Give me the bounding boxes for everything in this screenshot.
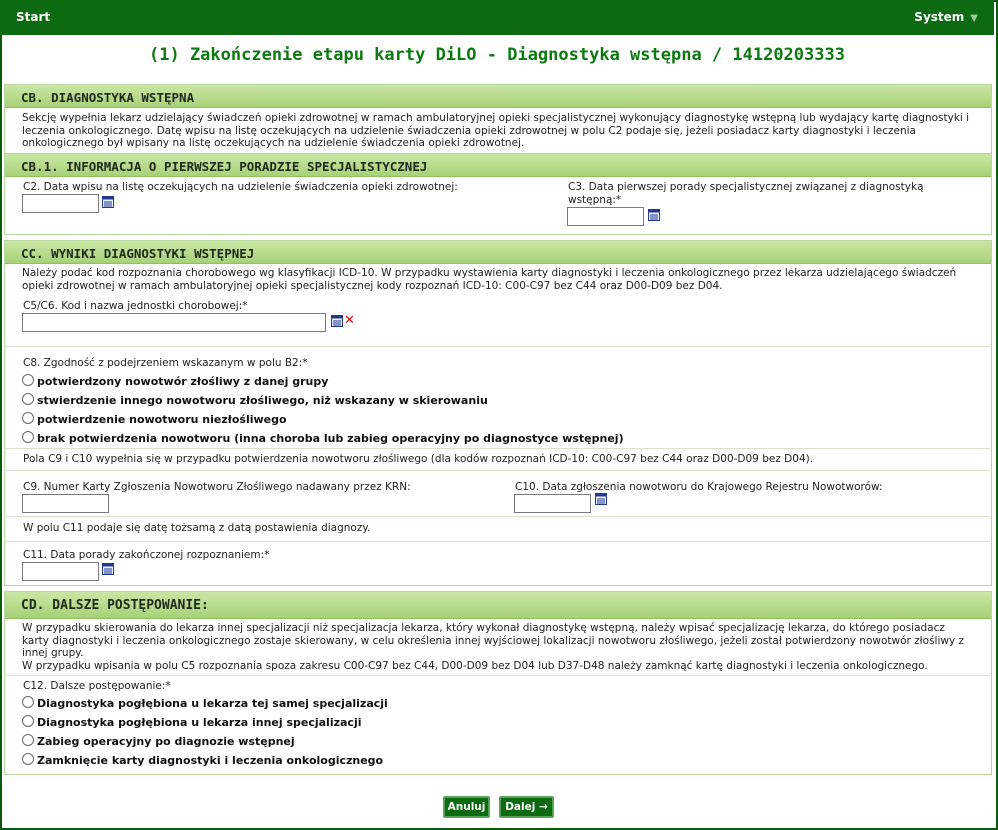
- menu-system[interactable]: [914, 10, 978, 24]
- radio-icon[interactable]: [22, 734, 34, 746]
- page-title: (1) Zakończenie etapu karty DiLO - Diagnostyka wstępna / 14120203333: [149, 45, 845, 65]
- radio-icon[interactable]: [22, 374, 34, 386]
- c12-option-4-label: Zamknięcie karty diagnostyki i leczenia onkologicznego: [37, 754, 384, 767]
- section-cc-description: Należy podać kod rozpoznania chorobowego wg klasyfikacji ICD-10. W przypadku wystawienia karty diagnostyki i leczenia onkologicznego przez lekarza udzielającego świadczeń opieki zdrowotnej w ramach ambulatoryjnej opieki specjalistycznej kody rozpoznań ICD-10: C00-C97 bez C44 oraz D00-D09 bez D04.: [22, 267, 957, 292]
- calendar-icon[interactable]: [102, 196, 114, 208]
- c12-option-3[interactable]: [22, 734, 295, 748]
- chevron-down-icon: ▼: [970, 13, 978, 24]
- c12-option-4[interactable]: [22, 753, 383, 767]
- c11-label: C11. Data porady zakończonej rozpoznaniem:*: [23, 549, 270, 561]
- radio-icon[interactable]: [22, 412, 34, 424]
- divider: [4, 516, 990, 517]
- c10-date-input[interactable]: [514, 494, 591, 513]
- c12-option-2-label: Diagnostyka pogłębiona u lekarza innej specjalizacji: [37, 716, 362, 729]
- section-cb-heading: CB. DIAGNOSTYKA WSTĘPNA: [21, 90, 195, 105]
- c12-option-3-label: Zabieg operacyjny po diagnozie wstępnej: [37, 735, 295, 748]
- next-button[interactable]: Dalej →: [499, 796, 554, 818]
- c12-option-1[interactable]: [22, 696, 388, 710]
- menu-system-label: System: [914, 10, 965, 24]
- c12-option-2[interactable]: [22, 715, 362, 729]
- c8-option-1[interactable]: [22, 374, 328, 388]
- c8-option-3-label: potwierdzenie nowotworu niezłośliwego: [37, 413, 287, 426]
- c8-option-4[interactable]: [22, 431, 624, 445]
- c12-label: C12. Dalsze postępowanie:*: [23, 680, 171, 692]
- c3-label: C3. Data pierwszej porady specjalistycznej związanej z diagnostyką wstępną:*: [568, 181, 924, 206]
- divider: [4, 470, 990, 471]
- c9-krn-number-input[interactable]: [22, 494, 109, 513]
- clear-icon[interactable]: ✕: [344, 313, 355, 328]
- c3-date-input[interactable]: [567, 207, 644, 226]
- c8-option-3[interactable]: [22, 412, 287, 426]
- section-cd-description-1: W przypadku skierowania do lekarza innej specjalizacji niż specjalizacja lekarza, który wykonał diagnostykę wstępną, należy wpisać specjalizację lekarza, do którego posiadacz karty diagnostyki i leczenia onkologicznego zostaje skierowany, w celu określenia innej wyjściowej lokalizacji nowotworu złośliwego, jeżeli został potwierdzony nowotwór złośliwy z innej grupy.: [22, 622, 965, 659]
- top-menu-bar: [0, 0, 994, 35]
- c2-date-input[interactable]: [22, 194, 99, 213]
- cancel-button[interactable]: Anuluj: [443, 796, 490, 818]
- section-cb: [4, 84, 992, 154]
- c8-option-1-label: potwierdzony nowotwór złośliwy z danej grupy: [37, 375, 329, 388]
- section-cd-description-2: W przypadku wpisania w polu C5 rozpoznania spoza zakresu C00-C97 bez C44, D00-D09 bez D04 lub D37-D48 należy zamknąć kartę diagnostyki i leczenia onkologicznego.: [22, 660, 928, 672]
- c11-note: W polu C11 podaje się datę tożsamą z datą postawienia diagnozy.: [23, 522, 371, 534]
- divider: [4, 346, 990, 347]
- radio-icon[interactable]: [22, 715, 34, 727]
- c2-label: C2. Data wpisu na listę oczekujących na udzielenie świadczenia opieki zdrowotnej:: [23, 181, 458, 193]
- c5c6-diagnosis-input[interactable]: [22, 313, 326, 332]
- menu-start[interactable]: Start: [16, 10, 51, 24]
- c8-option-4-label: brak potwierdzenia nowotworu (inna choroba lub zabieg operacyjny po diagnostyce wstępnej): [37, 432, 624, 445]
- section-cb-header: [5, 85, 991, 108]
- calendar-icon[interactable]: [595, 493, 607, 505]
- calendar-icon[interactable]: [102, 563, 114, 575]
- c12-option-1-label: Diagnostyka pogłębiona u lekarza tej samej specjalizacji: [37, 697, 388, 710]
- c11-date-input[interactable]: [22, 562, 99, 581]
- c8-label: C8. Zgodność z podejrzeniem wskazanym w polu B2:*: [23, 357, 308, 369]
- c8-option-2-label: stwierdzenie innego nowotworu złośliwego, niż wskazany w skierowaniu: [37, 394, 488, 407]
- divider: [4, 541, 990, 542]
- radio-icon[interactable]: [22, 393, 34, 405]
- divider: [4, 675, 990, 676]
- section-cc-heading: CC. WYNIKI DIAGNOSTYKI WSTĘPNEJ: [21, 246, 255, 261]
- c10-label: C10. Data zgłoszenia nowotworu do Krajowego Rejestru Nowotworów:: [515, 481, 883, 493]
- c5c6-label: C5/C6. Kod i nazwa jednostki chorobowej:*: [23, 300, 248, 312]
- divider: [4, 448, 990, 449]
- section-cb1-heading: CB.1. INFORMACJA O PIERWSZEJ PORADZIE SPECJALISTYCZNEJ: [21, 159, 428, 174]
- section-cd-header: [5, 592, 991, 619]
- section-cb-description: Sekcję wypełnia lekarz udzielający świadczeń opieki zdrowotnej w ramach ambulatoryjnej opieki specjalistycznej wykonujący diagnostykę wstępną lub wydający kartę diagnostyki i leczenia onkologicznego. Datę wpisu na listę oczekujących na udzielenie świadczenia opieki zdrowotnej w polu C2 podaje się, jeżeli posiadacz karty diagnostyki i leczenia onkologicznego był wpisany na listę oczekujących na udzielenie świadczenia opieki zdrowotnej.: [22, 112, 970, 149]
- section-cb1-header: [5, 154, 991, 177]
- c8-option-2[interactable]: [22, 393, 488, 407]
- radio-icon[interactable]: [22, 753, 34, 765]
- section-cc-header: [5, 241, 991, 264]
- section-cd-heading: CD. DALSZE POSTĘPOWANIE:: [21, 598, 209, 613]
- c9c10-note: Pola C9 i C10 wypełnia się w przypadku potwierdzenia nowotworu złośliwego (dla kodów rozpoznań ICD-10: C00-C97 bez C44 oraz D00-D09 bez D04).: [23, 453, 814, 465]
- calendar-icon[interactable]: [648, 209, 660, 221]
- list-picker-icon[interactable]: [331, 315, 343, 327]
- radio-icon[interactable]: [22, 431, 34, 443]
- radio-icon[interactable]: [22, 696, 34, 708]
- c9-label: C9. Numer Karty Zgłoszenia Nowotworu Złośliwego nadawany przez KRN:: [23, 481, 411, 493]
